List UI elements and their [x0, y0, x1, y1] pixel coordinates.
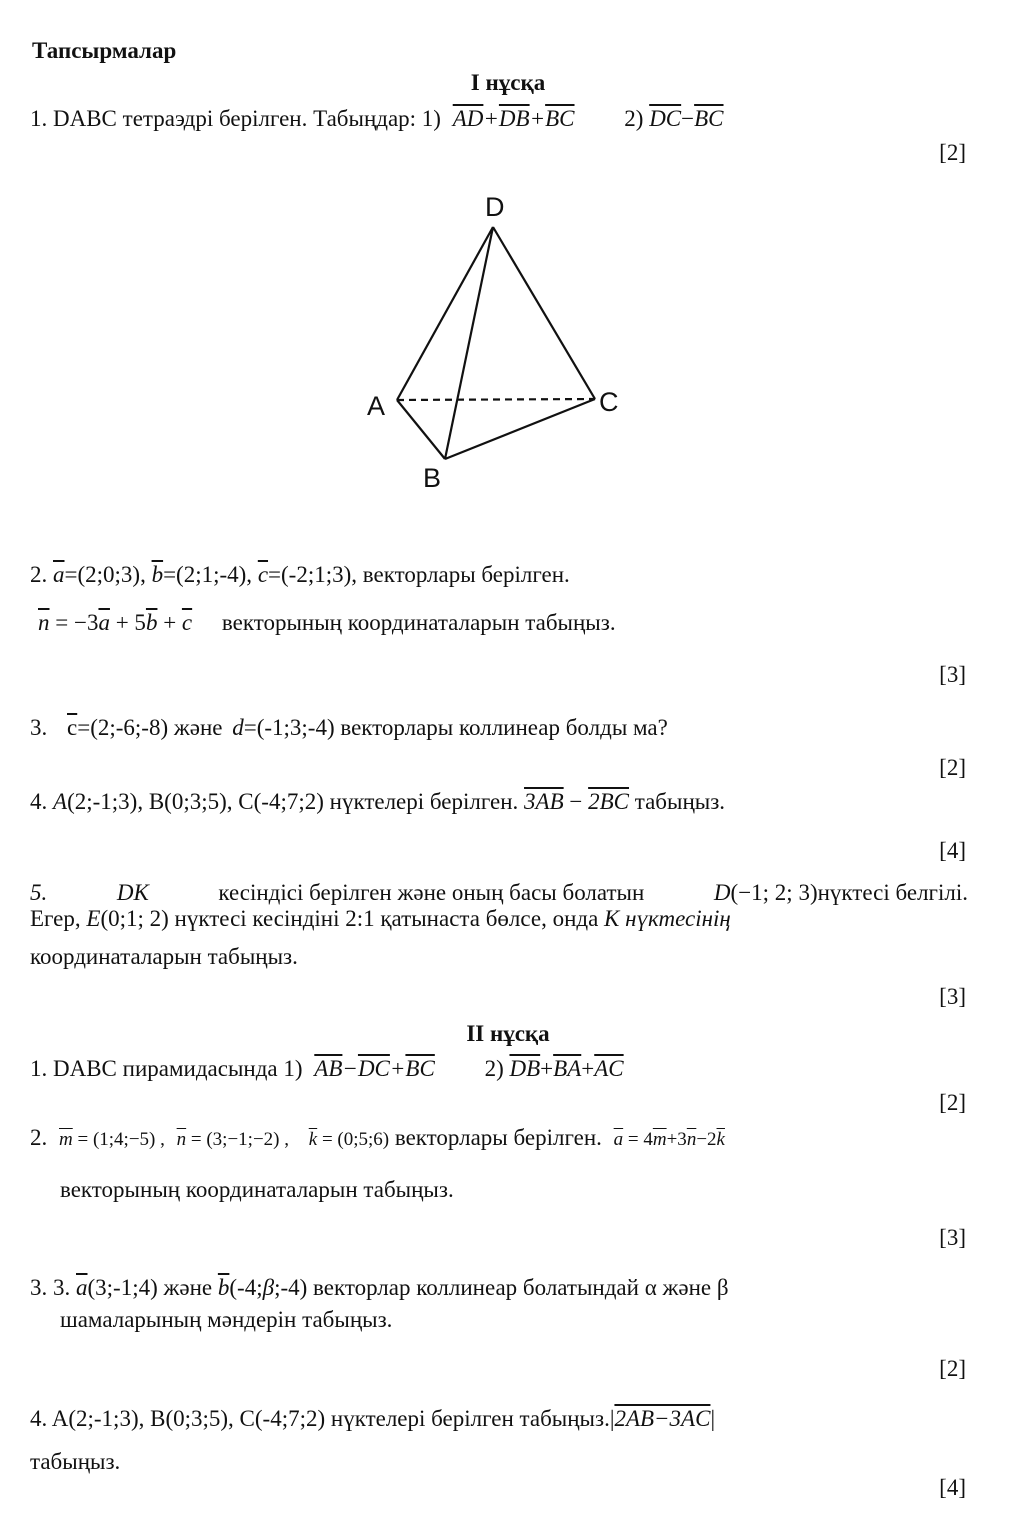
formula-part: = −3	[49, 610, 99, 635]
task-text: A(2;-1;3), B(0;3;5), C(-4;7;2) нүктелері берілген табыңыз.|	[51, 1406, 615, 1431]
expression-2	[624, 106, 723, 131]
vector-c: $\overline{c}$	[181, 610, 193, 635]
v2-task3-line1	[30, 1275, 729, 1301]
operator: +	[540, 1056, 554, 1081]
vector-n: $\overline{n}$	[686, 1129, 697, 1150]
page-title: Тапсырмалар	[32, 38, 177, 63]
vector-bc: $\overline{BC}$	[545, 106, 575, 131]
v1-task5-line1	[30, 880, 968, 906]
v2-task3-line2: шамаларының мәндерін табыңыз.	[60, 1307, 393, 1332]
task-text: табыңыз.	[634, 789, 726, 814]
edge-bc	[445, 399, 595, 459]
point-a: A	[53, 789, 68, 814]
task-number: 3.	[30, 715, 48, 740]
edge-db	[445, 227, 493, 459]
vector-a: $\overline{a}$	[98, 610, 110, 635]
operator: +	[529, 106, 546, 131]
vector-c-value: =(-2;1;3),	[268, 562, 358, 587]
point-a-value: (2;-1;3),	[67, 789, 144, 814]
variant-1-heading: I нұсқа	[470, 70, 546, 95]
vector-bc: $\overline{BC}$	[694, 106, 724, 131]
vector-d: d	[232, 715, 244, 740]
vector-c: $\overline{c}$	[257, 562, 269, 587]
expression-2ab-3ac: 2AB−3AC	[614, 1406, 711, 1431]
point-k: K нүктесінің	[604, 906, 731, 931]
point-c: C(-4;7;2)	[238, 789, 324, 814]
v1-task2-line1	[30, 562, 570, 588]
vector-ab: $\overline{AB}$	[314, 1056, 343, 1081]
v1-task4-line	[30, 789, 725, 815]
task-text: (0;1; 2) нүктесі кесіндіні 2:1 қатынаста бөлсе, онда	[100, 906, 599, 931]
v2-task4-line2: табыңыз.	[30, 1449, 121, 1474]
formula-part: + 5	[109, 610, 146, 635]
vector-bc: $\overline{BC}$	[405, 1056, 435, 1081]
formula	[38, 610, 198, 635]
vector-k-def	[309, 1129, 389, 1150]
edge-da	[397, 227, 493, 400]
task-text: векторының координаталарын табыңыз.	[221, 610, 616, 635]
task-text: векторлары берілген.	[394, 1125, 602, 1150]
vector-db: $\overline{DB}$	[509, 1056, 541, 1081]
v2-task2-line2: векторының координаталарын табыңыз.	[60, 1177, 454, 1202]
vector-m-def	[59, 1129, 165, 1150]
formula-part: +	[157, 610, 182, 635]
vertex-label-a: A	[367, 391, 386, 421]
vector-db: $\overline{DB}$	[498, 106, 530, 131]
operator: −	[342, 1056, 358, 1081]
part-label: 2)	[484, 1056, 504, 1081]
part-label: 2)	[624, 106, 644, 131]
vector-ac: $\overline{AC}$	[594, 1056, 624, 1081]
vector-c-value: =(2;-6;-8) және	[77, 715, 223, 740]
v1-task5-line3: координаталарын табыңыз.	[30, 944, 298, 969]
vector-c: $\overline{c}$	[67, 715, 78, 740]
vector-n: $\overline{n}$	[176, 1129, 187, 1150]
vector-a-value: (3;-1;4) және	[87, 1275, 213, 1300]
vector-n: $\overline{n}$	[38, 610, 50, 635]
vertex-label-c: C	[599, 387, 619, 417]
task-text: DABC пирамидасында 1)	[53, 1056, 303, 1081]
task-text: кесіндісі берілген және оның басы болатын	[218, 880, 645, 905]
v2-task4-line1	[30, 1406, 715, 1432]
expression-2bc: 2BC	[588, 789, 630, 814]
vertex-label-b: B	[423, 463, 442, 493]
vector-m-value: = (1;4;−5) ,	[72, 1129, 165, 1150]
vector-a: $\overline{a}$	[613, 1129, 624, 1150]
vector-b: $\overline{b}$	[217, 1275, 230, 1300]
v1-task2-line2	[38, 610, 616, 636]
v2-task4-score: [4]	[939, 1475, 966, 1500]
task-number: 5.	[30, 880, 48, 905]
vector-k: $\overline{k}$	[308, 1129, 318, 1150]
v1-task3-line	[30, 715, 668, 741]
variant-2-heading: II нұсқа	[466, 1021, 550, 1046]
operator: +	[581, 1056, 595, 1081]
task-number: 2.	[30, 562, 48, 587]
v2-task2-score: [3]	[939, 1225, 966, 1250]
vector-dc: $\overline{DC}$	[649, 106, 682, 131]
vector-n-value: = (3;−1;−2) ,	[186, 1129, 289, 1150]
task-text: Егер,	[30, 906, 81, 931]
point-e: E	[86, 906, 101, 931]
expression-1	[453, 106, 581, 131]
vector-b-value: =(2;1;-4),	[163, 562, 253, 587]
point-b: B(0;3;5),	[148, 789, 233, 814]
v2-task3-score: [2]	[939, 1356, 966, 1381]
vector-m: $\overline{m}$	[652, 1129, 667, 1150]
vector-k-value: = (0;5;6)	[317, 1129, 390, 1150]
edge-ab	[397, 400, 445, 459]
vector-ad: $\overline{AD}$	[452, 106, 484, 131]
vector-k: $\overline{k}$	[716, 1129, 725, 1150]
beta-symbol: β	[262, 1275, 275, 1300]
v1-task1-line	[30, 106, 724, 132]
vector-m: $\overline{m}$	[59, 1129, 73, 1150]
task-number: 3. 3.	[30, 1275, 71, 1300]
operator: +	[389, 1056, 406, 1081]
vector-b: $\overline{b}$	[145, 610, 158, 635]
vector-b: $\overline{b}$	[151, 562, 164, 587]
tetrahedron-figure	[355, 185, 635, 495]
v1-task5-line2	[30, 906, 731, 932]
edge-dc	[493, 227, 595, 399]
expression-3ab: 3AB	[524, 789, 564, 814]
vector-a-value: =(2;0;3),	[64, 562, 146, 587]
v1-task3-score: [2]	[939, 755, 966, 780]
v1-task2-score: [3]	[939, 662, 966, 687]
formula-part: −2	[696, 1129, 717, 1150]
abs-bar: |	[710, 1406, 716, 1431]
v2-task1-score: [2]	[939, 1090, 966, 1115]
edge-ac-hidden	[397, 399, 595, 400]
point-d: D	[713, 880, 731, 905]
task-number: 1.	[30, 106, 48, 131]
task-text: нүктелері берілген.	[329, 789, 519, 814]
formula-part: = 4	[623, 1129, 653, 1150]
point-d-value: (−1; 2; 3)нүктесі белгілі.	[730, 880, 968, 905]
vector-dc: $\overline{DC}$	[357, 1056, 390, 1081]
formula-part: +3	[666, 1129, 687, 1150]
vector-n-def	[177, 1129, 289, 1150]
v2-task1-line	[30, 1056, 624, 1082]
task-number: 2.	[30, 1125, 48, 1150]
formula	[614, 1129, 725, 1150]
operator: +	[483, 106, 499, 131]
vector-a: $\overline{a}$	[76, 1275, 88, 1300]
vector-ba: $\overline{BA}$	[553, 1056, 582, 1081]
vector-b-value: (-4;	[229, 1275, 263, 1300]
vector-a: $\overline{a}$	[53, 562, 65, 587]
segment-dk: DK	[116, 880, 149, 905]
v1-task4-score: [4]	[939, 838, 966, 863]
expression-2	[485, 1056, 624, 1081]
vertex-label-d: D	[485, 192, 505, 222]
v1-task1-score: [2]	[939, 140, 966, 165]
task-text: DABC тетраэдрі берілген. Табыңдар: 1)	[53, 106, 441, 131]
operator: −	[681, 106, 695, 131]
v1-task5-score: [3]	[939, 984, 966, 1009]
operator: −	[563, 789, 589, 814]
expression-1	[314, 1056, 440, 1081]
task-number: 4.	[30, 789, 48, 814]
task-number: 4.	[30, 1406, 48, 1431]
task-text: векторлары берілген.	[362, 562, 570, 587]
v2-task2-line1	[30, 1125, 725, 1151]
task-number: 1.	[30, 1056, 48, 1081]
task-text: ;-4) векторлар коллинеар болатындай α және β	[274, 1275, 729, 1300]
vector-d-value: =(-1;3;-4) векторлары коллинеар болды ма?	[243, 715, 668, 740]
